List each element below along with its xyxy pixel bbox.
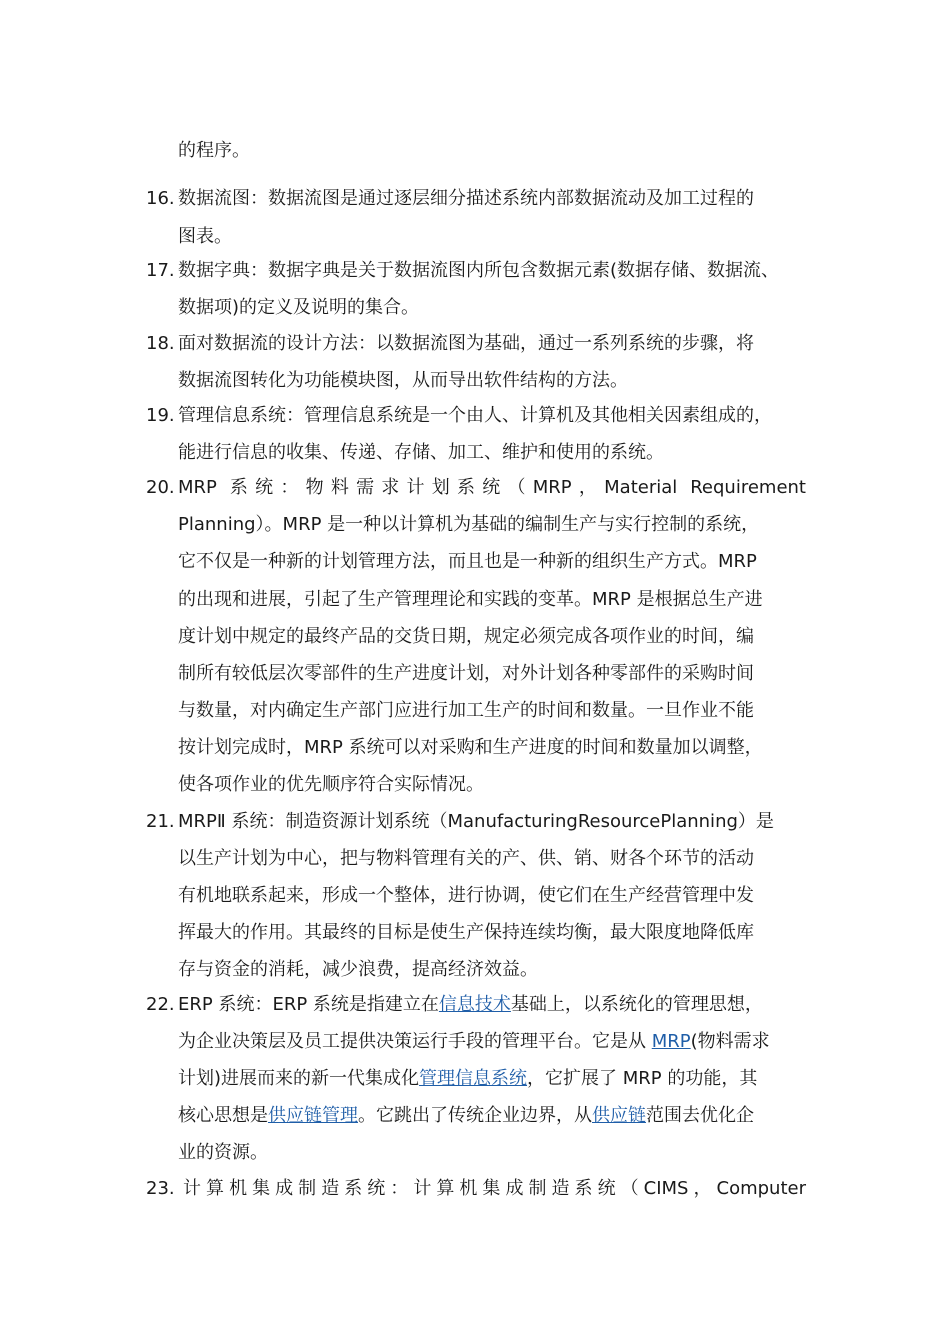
list-item-16 bbox=[146, 187, 754, 211]
item-text: ERP 系统：ERP 系统是指建立在 bbox=[178, 994, 439, 1015]
item-text-line bbox=[178, 1067, 757, 1091]
list-item-19 bbox=[146, 404, 772, 428]
item-text-line: 使各项作业的优先顺序符合实际情况。 bbox=[178, 774, 484, 795]
list-item-22 bbox=[146, 993, 763, 1017]
item-number: 21. bbox=[146, 811, 175, 832]
item-text-line: 它不仅是一种新的计划管理方法，而且也是一种新的组织生产方式。MRP bbox=[178, 551, 757, 572]
item-number: 18. bbox=[146, 333, 175, 354]
item-text-line: 与数量，对内确定生产部门应进行加工生产的时间和数量。一旦作业不能 bbox=[178, 700, 754, 721]
item-text: 面对数据流的设计方法：以数据流图为基础，通过一系列系统的步骤，将 bbox=[178, 333, 754, 354]
list-item-20 bbox=[146, 476, 806, 500]
item-number: 16. bbox=[146, 188, 175, 209]
link-management-information-system[interactable]: 管理信息系统 bbox=[419, 1068, 528, 1089]
item-text: (物料需求 bbox=[690, 1031, 770, 1052]
item-number: 22. bbox=[146, 994, 175, 1015]
item-text: 范围去优化企 bbox=[646, 1105, 754, 1126]
link-supply-chain-management[interactable]: 供应链管理 bbox=[268, 1105, 358, 1126]
item-text: 管理信息系统：管理信息系统是一个由人、计算机及其他相关因素组成的， bbox=[178, 405, 772, 426]
item-text-line bbox=[178, 1030, 770, 1054]
item-text: 核心思想是 bbox=[178, 1105, 268, 1126]
item-text: MRP 系统：物料需求计划系统（MRP，Material Requirement bbox=[178, 477, 806, 498]
item-text: MRPⅡ 系统：制造资源计划系统（ManufacturingResourcePlanning）是 bbox=[178, 811, 774, 832]
list-item-21 bbox=[146, 810, 774, 834]
list-item-18 bbox=[146, 332, 754, 356]
item-text-line: 有机地联系起来，形成一个整体，进行协调，使它们在生产经营管理中发 bbox=[178, 885, 754, 906]
item-text-line: 存与资金的消耗，减少浪费，提高经济效益。 bbox=[178, 959, 538, 980]
item-text: ，它扩展了 MRP 的功能，其 bbox=[527, 1068, 758, 1089]
list-item-23 bbox=[146, 1177, 806, 1201]
item-text-line: 制所有较低层次零部件的生产进度计划，对外计划各种零部件的采购时间 bbox=[178, 663, 754, 684]
item-text-line: 数据项)的定义及说明的集合。 bbox=[178, 297, 420, 318]
link-information-technology[interactable]: 信息技术 bbox=[438, 994, 511, 1015]
item-text-line: 的出现和进展，引起了生产管理理论和实践的变革。MRP 是根据总生产进 bbox=[178, 589, 763, 610]
item-text-line: 数据流图转化为功能模块图，从而导出软件结构的方法。 bbox=[178, 370, 628, 391]
item-text: 基础上，以系统化的管理思想， bbox=[510, 994, 763, 1015]
item-number: 20. bbox=[146, 477, 175, 498]
item-text-line: 图表。 bbox=[178, 226, 232, 247]
link-supply-chain[interactable]: 供应链 bbox=[592, 1105, 646, 1126]
item-text: 。它跳出了传统企业边界，从 bbox=[358, 1105, 592, 1126]
item-number: 23. bbox=[146, 1178, 175, 1199]
item-number: 19. bbox=[146, 405, 175, 426]
item-text-line: 业的资源。 bbox=[178, 1142, 268, 1163]
item-text-line: 以生产计划为中心，把与物料管理有关的产、供、销、财各个环节的活动 bbox=[178, 848, 754, 869]
item-text-line: 挥最大的作用。其最终的目标是使生产保持连续均衡，最大限度地降低库 bbox=[178, 922, 754, 943]
item-text-line: 度计划中规定的最终产品的交货日期，规定必须完成各项作业的时间，编 bbox=[178, 626, 754, 647]
item-text: 数据流图：数据流图是通过逐层细分描述系统内部数据流动及加工过程的 bbox=[178, 188, 754, 209]
list-item-17 bbox=[146, 259, 779, 283]
item-number: 17. bbox=[146, 260, 175, 281]
item-text-line: 按计划完成时，MRP 系统可以对采购和生产进度的时间和数量加以调整， bbox=[178, 737, 763, 758]
link-mrp[interactable]: MRP bbox=[651, 1031, 691, 1052]
item-text: 计划)进展而来的新一代集成化 bbox=[178, 1068, 420, 1089]
item-text: 计算机集成制造系统：计算机集成制造系统（CIMS，Computer bbox=[178, 1178, 806, 1199]
item-text: 为企业决策层及员工提供决策运行手段的管理平台。它是从 bbox=[178, 1031, 652, 1052]
item-text-line bbox=[178, 1104, 754, 1128]
item-text-line: Planning）。MRP 是一种以计算机为基础的编制生产与实行控制的系统， bbox=[178, 514, 760, 535]
item-text: 数据字典：数据字典是关于数据流图内所包含数据元素(数据存储、数据流、 bbox=[178, 260, 780, 281]
item-text-line: 能进行信息的收集、传递、存储、加工、维护和使用的系统。 bbox=[178, 442, 664, 463]
paragraph-continuation: 的程序。 bbox=[178, 140, 250, 161]
